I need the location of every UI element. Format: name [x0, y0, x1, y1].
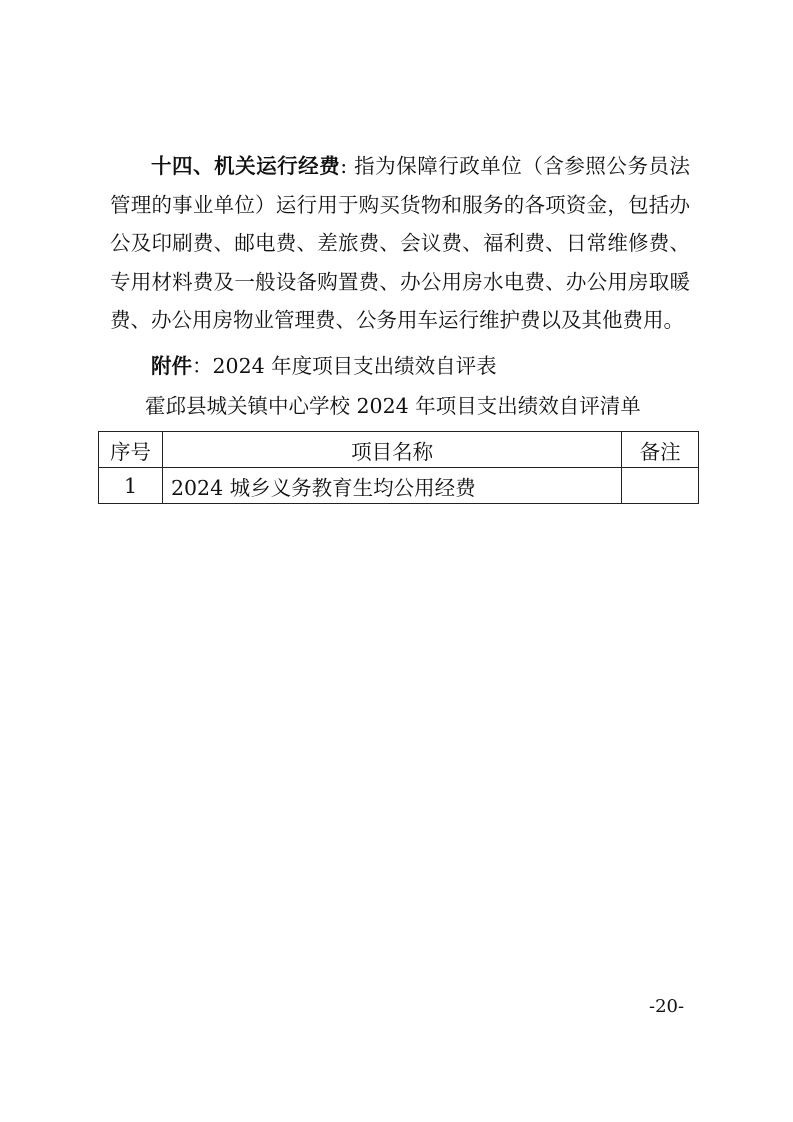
attachment-line — [151, 351, 497, 381]
section-heading: 十四、机关运行经费 — [151, 154, 341, 178]
table-header-row — [99, 432, 699, 468]
header-name: 项目名称 — [162, 432, 621, 468]
header-no: 序号 — [99, 432, 163, 468]
table-row — [99, 468, 699, 504]
row-no: 1 — [99, 468, 163, 504]
row-name: 2024 城乡义务教育生均公用经费 — [162, 468, 621, 504]
table-title: 霍邱县城关镇中心学校 2024 年项目支出绩效自评清单 — [145, 394, 641, 418]
page-number: -20- — [649, 996, 685, 1017]
section-body: : 指为保障行政单位（含参照公务员法管理的事业单位）运行用于购买货物和服务的各项资金，包括办公及印刷费、邮电费、差旅费、会议费、福利费、日常维修费、专用材料费及一般设备购置费、办公用房水电费、办公用房取暖费、办公用房物业管理费、公务用车运行维护费以及其他费用。 — [110, 154, 690, 332]
header-remark: 备注 — [622, 432, 699, 468]
attachment-label: 附件 — [151, 354, 192, 378]
row-remark — [622, 468, 699, 504]
attachment-text: ：2024 年度项目支出绩效自评表 — [192, 354, 497, 378]
section-paragraph — [110, 147, 690, 340]
project-list-table — [98, 431, 699, 504]
